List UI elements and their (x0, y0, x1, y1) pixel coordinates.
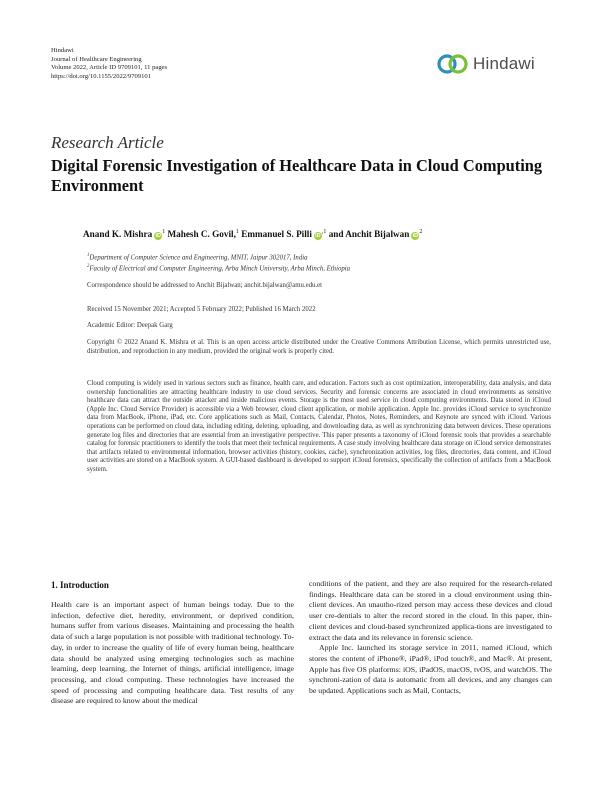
orcid-icon[interactable]: iD (315, 233, 321, 240)
hindawi-logo-icon (436, 52, 470, 76)
publication-dates: Received 15 November 2021; Accepted 5 February 2022; Published 16 March 2022 (87, 306, 316, 313)
body-paragraph: conditions of the patient, and they are also required for the research-related findings. Healthcare data can be stored in a cloud environment using thin-client devices. An unautho-rized person may access these devices and cloud user cre-dentials to alter the record stored in the cloud. In this paper, thin-client devices and cloud-based synchronized applica-tions are investigated to extract the data and its relevance in forensic science. (309, 579, 552, 642)
publisher-name: Hindawi (51, 47, 74, 54)
author-affiliation-mark: ,1 (321, 229, 327, 235)
affiliation-line: $^1$Department of Computer Science and Engineering, MNIT, Jaipur 302017, India (87, 253, 308, 262)
author-name[interactable]: Anand K. Mishra (83, 229, 153, 240)
author-affiliation-mark: 2 (419, 229, 423, 235)
section-heading: 1. Introduction (51, 580, 109, 590)
copyright-notice: Copyright © 2022 Anand K. Mishra et al. This is an open access article distributed under the Creative Commons Attribution License, which permits unrestricted use, distribution, and reproduction in any medium, provided the original work is properly cited. (87, 339, 551, 355)
article-type: Research Article (51, 133, 164, 152)
affiliation-line: $^2$Faculty of Electrical and Computer Engineering, Arba Minch University, Arba Minch, Ethiopia (87, 263, 351, 273)
academic-editor: Academic Editor: Deepak Garg (87, 322, 173, 329)
author-list (83, 229, 422, 240)
orcid-icon[interactable]: iD (412, 233, 419, 240)
correspondence: Correspondence should be addressed to Anchit Bijalwan; anchit.bijalwan@amu.edu.et (87, 282, 323, 289)
author-name[interactable]: Emmanuel S. Pilli (241, 229, 312, 240)
abstract: Cloud computing is widely used in various sectors such as finance, health care, and education. Factors such as cost optimization, interoperability, data analysis, and data ownership functionalities are attracting healthcare industry to use cloud services. Security and forensic concerns are associated in cloud environments as sensitive healthcare data can attract the outside attacker and inside malicious events. Storage is the most used service in cloud computing environments. Data stored in iCloud (Apple Inc. Cloud Service Provider) is accessible via a Web browser, cloud client application, or mobile application. Apple Inc. provides iCloud service to synchronize data from MacBook, iPhone, iPad, etc. Core applications such as Mail, Contacts, Calendar, Photos, Notes, Reminders, and Keynote are synced with iCloud. Various operations can be performed on cloud data, including editing, deleting, uploading, and downloading data, as well as synchronizing data between devices. These operations generate log files and directories that are essential from an investigative perspective. This paper presents a taxonomy of iCloud forensic tools that provides a searchable catalog for forensic practitioners to identify the tools that meet their technical requirements. A case study involving healthcare data storage on iCloud service demonstrates that artifacts related to environmental information, browser activities (history, cookies, cache), synchronization activities, log files, directories, data content, and iCloud user activities are stored on a MacBook system. A GUI-based dashboard is developed to support iCloud forensics, specifically the collection of artifacts from a MacBook system. (87, 380, 551, 473)
body-column-right (309, 579, 552, 697)
author-name[interactable]: and Anchit Bijalwan (328, 229, 410, 240)
logo-wordmark: Hindawi (473, 54, 535, 73)
body-paragraph: Health care is an important aspect of human beings today. Due to the infection, defective diet, heredity, environment, or deprived condition, humans suffer from various diseases. Maintaining and processing the health data of such a large population is not possible with traditional technology. To-day, in order to increase the quality of life of every human being, healthcare data should be analyzed using emerging technologies such as machine learning, deep learning, the Internet of things, artificial intelligence, image processing, and cloud computing. These technologies have increased the speed of processing and computing healthcare data. Test results of any disease are required to know about the medical (51, 600, 294, 706)
body-column-left (51, 600, 294, 707)
orcid-icon[interactable]: iD (155, 233, 161, 240)
journal-name: Journal of Healthcare Engineering (51, 55, 142, 63)
journal-header (51, 47, 167, 81)
volume-info: Volume 2022, Article ID 9709101, 11 pages (51, 64, 168, 72)
doi-link[interactable]: https://doi.org/10.1155/2022/9709101 (51, 72, 152, 80)
body-paragraph: Apple Inc. launched its storage service in 2011, named iCloud, which stores the content of iPhone®, iPad®, iPod touch®, and Mac®. At present, Apple has five OS platforms: iOS, iPadOS, macOS, tvOS, and watchOS. The synchroni-zation of data is automatic from all devices, and any changes can be updated. Applications such as Mail, Contacts, (309, 643, 552, 696)
author-name[interactable]: Mahesh C. Govil, (167, 229, 236, 240)
affiliations (87, 252, 551, 274)
hindawi-logo (436, 50, 556, 78)
paper-title: Digital Forensic Investigation of Healthcare Data in Cloud Computing Environment (51, 156, 543, 195)
author-affiliation-mark: 1 (235, 229, 239, 235)
author-affiliation-mark: 1 (162, 229, 166, 235)
